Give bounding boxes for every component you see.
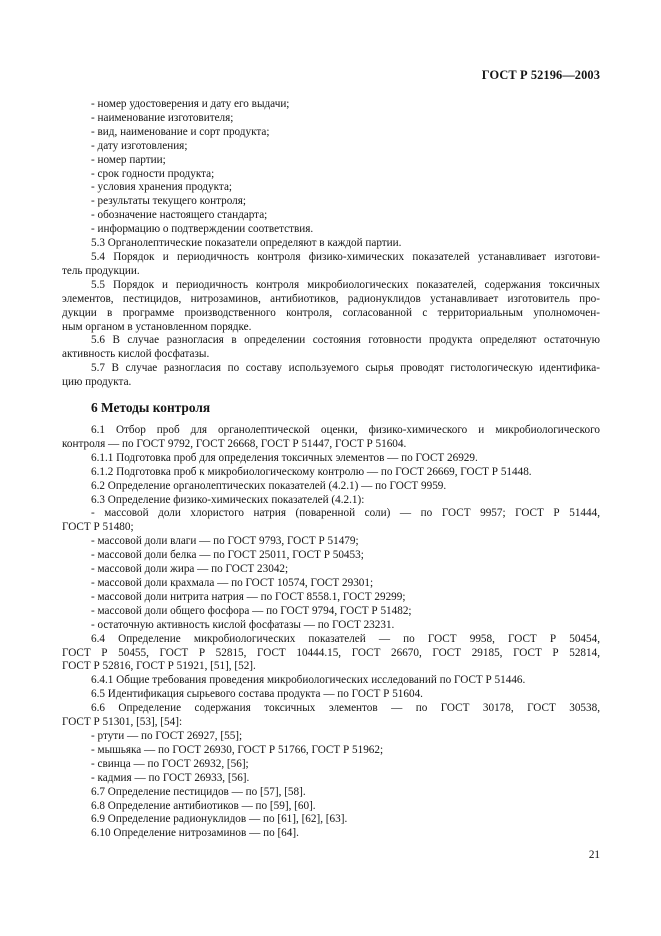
text-line: - свинца — по ГОСТ 26932, [56]; (91, 757, 249, 770)
text-line: - массовой доли хлористого натрия (поваренной соли) — по ГОСТ 9957; ГОСТ Р 51444, (91, 507, 600, 520)
text-line: 6.6 Определение содержания токсичных элементов — по ГОСТ 30178, ГОСТ 30538, (91, 702, 600, 715)
section-5-continuation (62, 98, 600, 390)
page-number: 21 (588, 849, 600, 861)
text-line: ГОСТ Р 50455, ГОСТ Р 52815, ГОСТ 10444.15, ГОСТ 26670, ГОСТ 29185, ГОСТ Р 52814, (62, 646, 600, 659)
text-line: 5.4 Порядок и периодичность контроля физико-химических показателей устанавливает изготови- (91, 250, 600, 263)
text-line: 6.8 Определение антибиотиков — по [59], [60]. (91, 799, 316, 812)
text-line: - дату изготовления; (91, 139, 188, 152)
text-line: 6.4.1 Общие требования проведения микробиологических исследований по ГОСТ Р 51446. (91, 674, 526, 687)
text-line: контроля — по ГОСТ 9792, ГОСТ 26668, ГОСТ Р 51447, ГОСТ Р 51604. (62, 437, 407, 450)
text-line: ГОСТ Р 52816, ГОСТ Р 51921, [51], [52]. (62, 660, 256, 673)
text-line: - массовой доли общего фосфора — по ГОСТ 9794, ГОСТ Р 51482; (91, 604, 412, 617)
text-line: - наименование изготовителя; (91, 111, 234, 124)
text-line: 6.2 Определение органолептических показателей (4.2.1) — по ГОСТ 9959. (91, 479, 447, 492)
text-line: дукции в программе производственного контроля, согласованной с территориальным уполномочен- (62, 306, 600, 319)
text-line: - результаты текущего контроля; (91, 195, 247, 208)
text-line: 5.7 В случае разногласия по составу используемого сырья проводят гистологическую идентифика- (91, 362, 600, 375)
page-body (62, 98, 600, 841)
text-line: - массовой доли влаги — по ГОСТ 9793, ГОСТ Р 51479; (91, 535, 359, 548)
section-6-heading: 6 Методы контроля (91, 400, 211, 416)
text-line: 6.1.2 Подготовка проб к микробиологическому контролю — по ГОСТ 26669, ГОСТ Р 51448. (91, 465, 532, 478)
text-line: 6.3 Определение физико-химических показателей (4.2.1): (91, 493, 365, 506)
text-line: 6.4 Определение микробиологических показателей — по ГОСТ 9958, ГОСТ Р 50454, (91, 632, 600, 645)
text-line: - ртути — по ГОСТ 26927, [55]; (91, 729, 243, 742)
text-line: 6.1 Отбор проб для органолептической оценки, физико-химического и микробиологического (91, 424, 600, 437)
text-line: ГОСТ Р 51301, [53], [54]: (62, 716, 183, 729)
text-line: 6.7 Определение пестицидов — по [57], [58]. (91, 785, 306, 798)
section-6-body (62, 424, 600, 841)
text-line: 6.9 Определение радионуклидов — по [61], [62], [63]. (91, 813, 348, 826)
text-line: - массовой доли крахмала — по ГОСТ 10574, ГОСТ 29301; (91, 577, 374, 589)
text-line: 6.10 Определение нитрозаминов — по [64]. (91, 827, 299, 840)
text-line: ным органом в установленном порядке. (62, 320, 252, 333)
document-header: ГОСТ Р 52196—2003 (481, 68, 600, 82)
text-line: - вид, наименование и сорт продукта; (91, 125, 270, 138)
text-line: - массовой доли нитрита натрия — по ГОСТ 8558.1, ГОСТ 29299; (91, 590, 406, 603)
text-line: элементов, пестицидов, нитрозаминов, антибиотиков, радионуклидов устанавливает изготовитель про- (62, 292, 600, 305)
text-line: тель продукции. (62, 264, 140, 277)
text-line: - информацию о подтверждении соответствия. (91, 223, 314, 236)
text-line: цию продукта. (62, 376, 132, 389)
text-line: 6.5 Идентификация сырьевого состава продукта — по ГОСТ Р 51604. (91, 688, 423, 701)
text-line: - номер удостоверения и дату его выдачи; (91, 98, 290, 110)
text-line: 5.3 Органолептические показатели определяют в каждой партии. (91, 237, 402, 250)
text-line: - условия хранения продукта; (91, 181, 233, 194)
text-line: - обозначение настоящего стандарта; (91, 209, 268, 222)
text-line: - мышьяка — по ГОСТ 26930, ГОСТ Р 51766, ГОСТ Р 51962; (91, 743, 384, 756)
text-line: - массовой доли жира — по ГОСТ 23042; (91, 563, 289, 576)
text-line: 5.6 В случае разногласия в определении состояния готовности продукта определяют остаточную (91, 334, 600, 347)
text-line: - срок годности продукта; (91, 167, 215, 180)
text-line: - массовой доли белка — по ГОСТ 25011, ГОСТ Р 50453; (91, 549, 364, 562)
text-line: 5.5 Порядок и периодичность контроля микробиологических показателей, содержания токсичных (91, 278, 600, 291)
text-line: 6.1.1 Подготовка проб для определения токсичных элементов — по ГОСТ 26929. (91, 451, 478, 464)
text-line: - остаточную активность кислой фосфатазы — по ГОСТ 23231. (91, 618, 395, 631)
text-line: активность кислой фосфатазы. (62, 348, 210, 361)
text-line: - номер партии; (91, 153, 166, 166)
text-line: - кадмия — по ГОСТ 26933, [56]. (91, 771, 250, 784)
text-line: ГОСТ Р 51480; (62, 521, 134, 534)
